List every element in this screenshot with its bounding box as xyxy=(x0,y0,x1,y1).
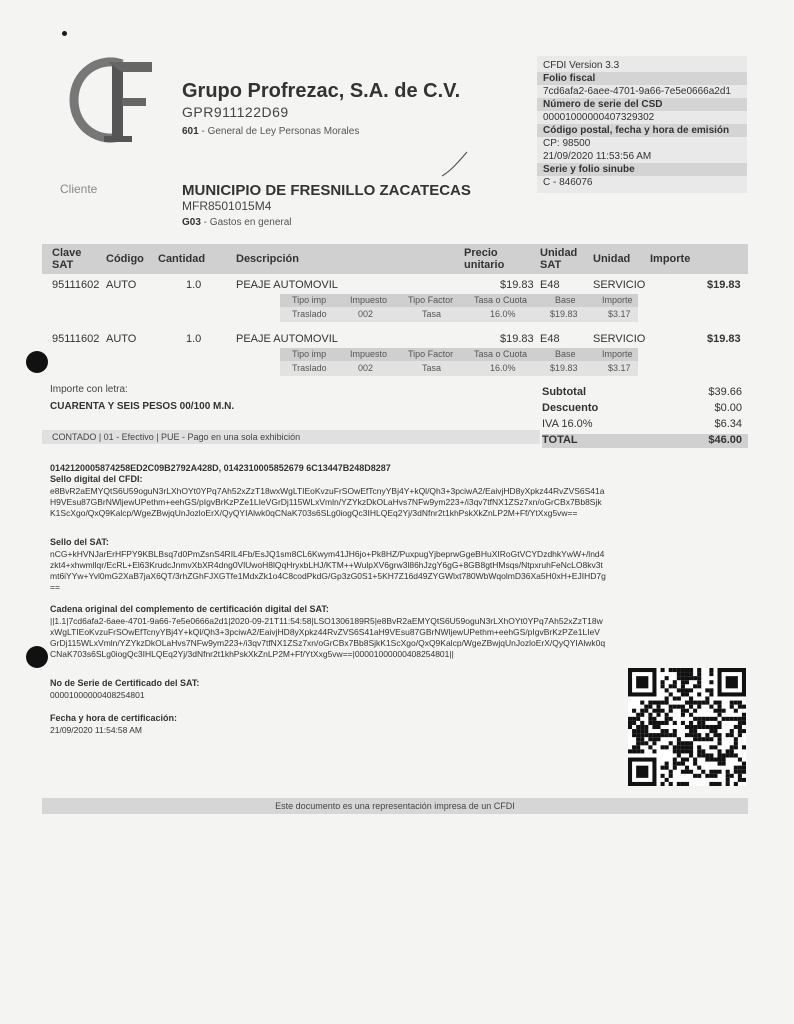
punch-hole-top xyxy=(26,351,48,373)
th-cantidad: Cantidad xyxy=(158,253,206,265)
tax-factor: Tasa xyxy=(422,363,442,373)
cell-precio: $19.83 xyxy=(500,333,534,345)
tax-importe: $3.17 xyxy=(608,363,631,373)
sello-sat-value: nCG+kHVNJarErHFPY9KBLBsq7d0PmZsnS4RIL4Fb/EsJQ1sm8CL6Kwym41JH6jo+Pk8HZ/PuxpugYjbeprwGgeBHuXIRoGtVCYDzdhkYwW+/lnd4zkt4+xhwmllqr/EcRL+El63KrudcJnmvXbXR4dng0VlUwoH8lQqHryxbLHJ/KTM++WulpXV6grw3l86hJzgY6gG+8GB8gtHMsqs/NtpxruhFeNcLO8kv3tmt6iYYw+Yvl0mG2XaB7jaX6QT/3rhZGhFJXGTfe1MdxZk1o4C8codPkdG/Gp3zG0S1+5KH7Z16d49ZYGWlxt780WbWqolmD36Xa5H0xH+EJIHD7g== xyxy=(50,549,606,592)
totals-box xyxy=(542,386,748,448)
cell-unidad-sat: E48 xyxy=(540,333,560,345)
punch-hole-bottom xyxy=(26,646,48,668)
tax-th-tasa: Tasa o Cuota xyxy=(474,349,528,359)
client-label: Cliente xyxy=(60,182,98,196)
descuento-row xyxy=(542,402,748,416)
tax-header-row xyxy=(280,294,638,307)
client-uso-cfdi xyxy=(182,217,292,228)
qr-code xyxy=(628,668,746,786)
amount-words-label: Importe con letra: xyxy=(50,384,128,395)
cert-serial-value: 00001000000408254801 xyxy=(50,690,145,700)
cert-date-label: Fecha y hora de certificación: xyxy=(50,713,178,723)
cell-codigo: AUTO xyxy=(106,333,137,345)
cell-precio: $19.83 xyxy=(500,279,534,291)
th-precio: Precio unitario xyxy=(464,247,505,271)
pen-mark xyxy=(440,150,470,180)
tax-header-row xyxy=(280,348,638,361)
tax-value-row xyxy=(280,307,638,322)
th-clave: Clave SAT xyxy=(52,247,82,271)
tax-th-factor: Tipo Factor xyxy=(408,349,454,359)
subtotal-row xyxy=(542,386,748,400)
amount-words-value: CUARENTA Y SEIS PESOS 00/100 M.N. xyxy=(50,401,235,412)
total-row xyxy=(542,434,748,448)
sello-cfdi-value: e8BvR2aEMYQtS6U59oguN3rLXhOYt0YPq7Ah52xZzT18wxWgLTIEoKvzuFrSOwEfTcnyYBj4Y+kQl/Qh3+3pciwA2/EaivjHD8yXpkz44RvZVS6S41aH9VEsu87GBrNWljewUPethm+eehGS/pIgvBrKzPZe1LIeVGrDj115WLxVmln/YZYkzDkOLaHvs7NFw9ym223+/i3qv7tfNX1ZSz7xn/oGrCBx7Bb8SjkK1ScXgo/QxQ9Kalcp/WgeZBwjqUnJozloErX/QyQYIAlwk0qCNaK703s6SLg0iogQc3IHLQEq2Yj/3dNfnr2t1khPskXkZnLP2M+Ff/YtXxg5vw== xyxy=(50,486,605,518)
th-unidad-sat: Unidad SAT xyxy=(540,247,578,271)
csd-value: 00001000000407329302 xyxy=(537,111,747,124)
tax-tipo: Traslado xyxy=(292,309,327,319)
cadena-value: ||1.1|7cd6afa2-6aee-4701-9a66-7e5e0666a2d1|2020-09-21T11:54:58|LSO1306189R5|e8BvR2aEMYQtS6U59oguN3rLXhOYt0YPq7Ah52xZzT18wxWgLTIEoKvzuFrSOwEfTcnyYBj4Y+kQl/Qh3+3pciwA2/EaivjHD8yXpkz44RvZVS6S41aH9VEsu87GBrNWljewUPethm+eehGS/pIgvBrKzPZe1LIeVGrDj115WLxVmln/YZYkzDkOLaHvs7NFw9ym223+/i3qv7tfNX1ZSz7xn/oGrCBx7Bb8SjkK1ScXgo/QxQ9Kalcp/WgeZBwjqUnJozloErX/QyQYIAlwk0qCNaK703s6SLg0iogQc3IHLQEq2Yj/3dNfnr2t1khPskXkZnLP2M+Ff/YtXxg5vw==|00001000000408254801|| xyxy=(50,616,606,659)
th-descripcion: Descripción xyxy=(236,253,299,265)
tax-tipo: Traslado xyxy=(292,363,327,373)
issuer-name: Grupo Profrezac, S.A. de C.V. xyxy=(182,80,461,102)
tax-th-impuesto: Impuesto xyxy=(350,349,388,359)
tax-th-importe: Importe xyxy=(602,295,633,305)
tax-value-row xyxy=(280,361,638,376)
uuid-references: 0142120005874258ED2C09B2792A428D, 0142310005852679 6C13447B248D8287 xyxy=(50,463,391,473)
descuento-label: Descuento xyxy=(542,402,599,414)
tax-th-base: Base xyxy=(555,295,576,305)
cell-unidad: SERVICIO xyxy=(593,279,646,291)
company-logo xyxy=(60,50,160,150)
uso-desc: - Gastos en general xyxy=(200,217,292,228)
cell-cantidad: 1.0 xyxy=(186,279,202,291)
tax-th-tipo: Tipo imp xyxy=(292,295,327,305)
cadena-label: Cadena original del complemento de certificación digital del SAT: xyxy=(50,604,329,614)
client-name: MUNICIPIO DE FRESNILLO ZACATECAS xyxy=(182,182,471,199)
issuer-rfc: GPR911122D69 xyxy=(182,104,289,120)
tax-th-importe: Importe xyxy=(602,349,633,359)
iva-value: $6.34 xyxy=(714,418,742,430)
items-table-header xyxy=(42,244,748,274)
regime-code: 601 xyxy=(182,126,199,137)
tax-tasa: 16.0% xyxy=(490,363,516,373)
cp-value: CP: 98500 xyxy=(537,137,747,150)
uso-code: G03 xyxy=(182,217,201,228)
client-rfc: MFR8501015M4 xyxy=(182,199,272,213)
tax-base: $19.83 xyxy=(550,309,578,319)
tax-th-factor: Tipo Factor xyxy=(408,295,454,305)
cell-unidad: SERVICIO xyxy=(593,333,646,345)
cell-cantidad: 1.0 xyxy=(186,333,202,345)
cert-serial-label: No de Serie de Certificado del SAT: xyxy=(50,678,200,688)
folio-value: 7cd6afa2-6aee-4701-9a66-7e5e0666a2d1 xyxy=(537,85,747,98)
folio-label: Folio fiscal xyxy=(537,72,747,85)
tax-impuesto: 002 xyxy=(358,363,374,373)
regime-desc: - General de Ley Personas Morales xyxy=(198,126,360,137)
sello-cfdi-label: Sello digital del CFDI: xyxy=(50,474,143,484)
tax-detail-table xyxy=(280,294,638,324)
tax-base: $19.83 xyxy=(550,363,578,373)
cell-codigo: AUTO xyxy=(106,279,137,291)
th-unidad: Unidad xyxy=(593,253,631,265)
emission-date: 21/09/2020 11:53:56 AM xyxy=(537,150,747,163)
sello-sat-label: Sello del SAT: xyxy=(50,537,109,547)
cell-unidad-sat: E48 xyxy=(540,279,560,291)
tax-th-impuesto: Impuesto xyxy=(350,295,388,305)
tax-th-tipo: Tipo imp xyxy=(292,349,327,359)
total-label: TOTAL xyxy=(542,434,578,446)
cell-importe: $19.83 xyxy=(707,333,741,345)
subtotal-value: $39.66 xyxy=(708,386,742,398)
iva-row xyxy=(542,418,748,432)
cfdi-info-box xyxy=(537,56,747,216)
cell-clave: 95111602 xyxy=(52,279,100,291)
speck xyxy=(62,31,67,36)
footer-note: Este documento es una representación impresa de un CFDI xyxy=(42,798,748,814)
tax-tasa: 16.0% xyxy=(490,309,516,319)
cfdi-version: CFDI Version 3.3 xyxy=(537,56,747,72)
th-codigo: Código xyxy=(106,253,144,265)
serie-value: C - 846076 xyxy=(537,176,747,193)
cell-importe: $19.83 xyxy=(707,279,741,291)
iva-label: IVA 16.0% xyxy=(542,418,593,430)
tax-th-tasa: Tasa o Cuota xyxy=(474,295,528,305)
payment-method: CONTADO | 01 - Efectivo | PUE - Pago en una sola exhibición xyxy=(42,430,540,444)
cell-descripcion: PEAJE AUTOMOVIL xyxy=(236,279,338,291)
tax-impuesto: 002 xyxy=(358,309,374,319)
serie-label: Serie y folio sinube xyxy=(537,163,747,176)
tax-importe: $3.17 xyxy=(608,309,631,319)
cp-label: Código postal, fecha y hora de emisión xyxy=(537,124,747,137)
cert-date-value: 21/09/2020 11:54:58 AM xyxy=(50,725,143,735)
cell-descripcion: PEAJE AUTOMOVIL xyxy=(236,333,338,345)
th-importe: Importe xyxy=(650,253,691,265)
subtotal-label: Subtotal xyxy=(542,386,586,398)
issuer-regime xyxy=(182,126,359,137)
descuento-value: $0.00 xyxy=(714,402,742,414)
tax-th-base: Base xyxy=(555,349,576,359)
csd-label: Número de serie del CSD xyxy=(537,98,747,111)
tax-detail-table xyxy=(280,348,638,378)
total-value: $46.00 xyxy=(708,434,742,446)
cell-clave: 95111602 xyxy=(52,333,100,345)
tax-factor: Tasa xyxy=(422,309,442,319)
